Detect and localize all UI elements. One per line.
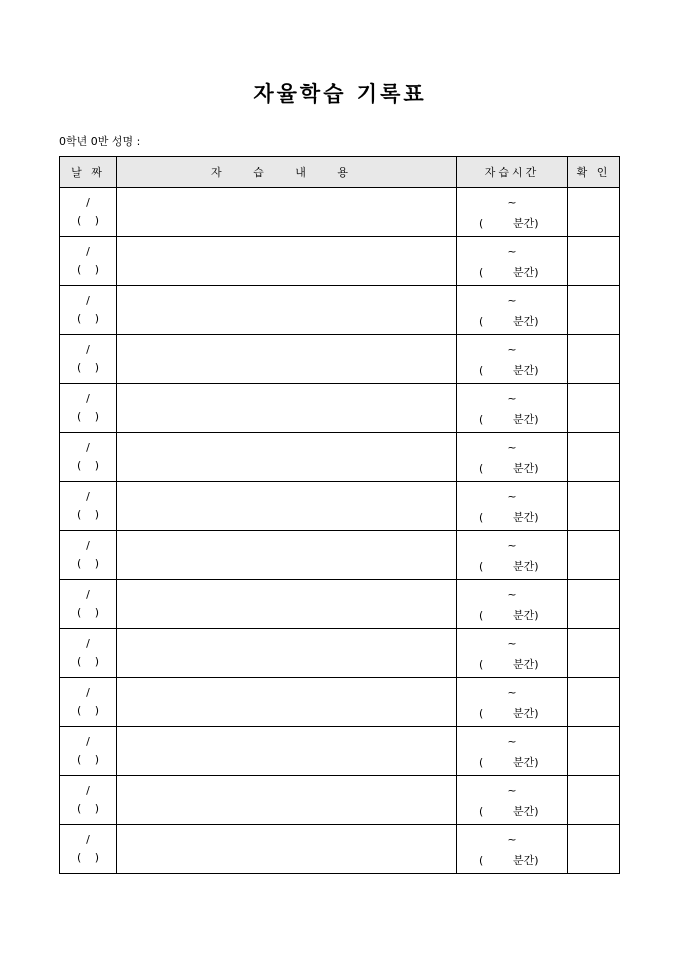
duration-unit: 분간) <box>513 462 539 475</box>
study-time-cell[interactable] <box>457 678 568 727</box>
duration-open: ( <box>479 413 484 426</box>
table-row <box>60 286 620 335</box>
study-content-cell[interactable] <box>117 482 457 531</box>
duration-unit: 분간) <box>513 560 539 573</box>
date-cell[interactable] <box>60 188 117 237</box>
date-slash: / <box>86 245 90 258</box>
duration-open: ( <box>479 217 484 230</box>
duration-unit: 분간) <box>513 266 539 279</box>
study-content-cell[interactable] <box>117 531 457 580</box>
confirm-cell[interactable] <box>568 629 620 678</box>
weekday-blank: ( ) <box>76 312 100 325</box>
table-row <box>60 237 620 286</box>
duration-label <box>479 705 539 721</box>
date-slash: / <box>86 784 90 797</box>
header-row <box>60 157 620 188</box>
date-slash: / <box>86 735 90 748</box>
duration-unit: 분간) <box>513 854 539 867</box>
date-cell[interactable] <box>60 286 117 335</box>
time-range-tilde: ~ <box>507 294 517 307</box>
time-range-tilde: ~ <box>507 539 517 552</box>
duration-unit: 분간) <box>513 707 539 720</box>
duration-unit: 분간) <box>513 364 539 377</box>
study-time-cell[interactable] <box>457 727 568 776</box>
weekday-blank: ( ) <box>76 704 100 717</box>
duration-open: ( <box>479 756 484 769</box>
duration-open: ( <box>479 560 484 573</box>
study-content-cell[interactable] <box>117 384 457 433</box>
duration-label <box>479 754 539 770</box>
time-range-tilde: ~ <box>507 784 517 797</box>
date-slash: / <box>86 343 90 356</box>
time-range-tilde: ~ <box>507 637 517 650</box>
study-time-cell[interactable] <box>457 580 568 629</box>
student-info: 0학년 0반 성명 : <box>59 135 141 148</box>
weekday-blank: ( ) <box>76 459 100 472</box>
weekday-blank: ( ) <box>76 263 100 276</box>
confirm-cell[interactable] <box>568 776 620 825</box>
date-slash: / <box>86 490 90 503</box>
study-time-cell[interactable] <box>457 629 568 678</box>
study-content-cell[interactable] <box>117 580 457 629</box>
study-time-cell[interactable] <box>457 825 568 874</box>
date-cell[interactable] <box>60 237 117 286</box>
duration-unit: 분간) <box>513 217 539 230</box>
study-time-cell[interactable] <box>457 188 568 237</box>
table-row <box>60 384 620 433</box>
duration-open: ( <box>479 854 484 867</box>
confirm-cell[interactable] <box>568 237 620 286</box>
duration-label <box>479 607 539 623</box>
table-row <box>60 629 620 678</box>
study-content-cell[interactable] <box>117 188 457 237</box>
table-row <box>60 580 620 629</box>
header-confirm: 확 인 <box>568 157 620 188</box>
date-cell[interactable] <box>60 531 117 580</box>
duration-unit: 분간) <box>513 315 539 328</box>
study-content-cell[interactable] <box>117 335 457 384</box>
duration-open: ( <box>479 609 484 622</box>
date-slash: / <box>86 392 90 405</box>
duration-label <box>479 411 539 427</box>
weekday-blank: ( ) <box>76 655 100 668</box>
confirm-cell[interactable] <box>568 825 620 874</box>
weekday-blank: ( ) <box>76 361 100 374</box>
page-title: 자율학습 기록표 <box>253 81 427 106</box>
study-content-cell[interactable] <box>117 433 457 482</box>
date-cell[interactable] <box>60 580 117 629</box>
duration-label <box>479 215 539 231</box>
header-content: 자 습 내 용 <box>117 157 457 188</box>
time-range-tilde: ~ <box>507 735 517 748</box>
time-range-tilde: ~ <box>507 686 517 699</box>
duration-open: ( <box>479 266 484 279</box>
duration-open: ( <box>479 707 484 720</box>
table-row <box>60 727 620 776</box>
table-row <box>60 776 620 825</box>
duration-open: ( <box>479 511 484 524</box>
confirm-cell[interactable] <box>568 384 620 433</box>
confirm-cell[interactable] <box>568 531 620 580</box>
study-content-cell[interactable] <box>117 776 457 825</box>
duration-open: ( <box>479 315 484 328</box>
duration-open: ( <box>479 805 484 818</box>
study-log-table <box>59 156 620 874</box>
time-range-tilde: ~ <box>507 588 517 601</box>
study-time-cell[interactable] <box>457 237 568 286</box>
date-slash: / <box>86 588 90 601</box>
study-time-cell[interactable] <box>457 286 568 335</box>
duration-open: ( <box>479 364 484 377</box>
weekday-blank: ( ) <box>76 753 100 766</box>
confirm-cell[interactable] <box>568 335 620 384</box>
time-range-tilde: ~ <box>507 441 517 454</box>
weekday-blank: ( ) <box>76 851 100 864</box>
table-row <box>60 482 620 531</box>
study-content-cell[interactable] <box>117 727 457 776</box>
header-date: 날 짜 <box>60 157 117 188</box>
date-slash: / <box>86 686 90 699</box>
confirm-cell[interactable] <box>568 678 620 727</box>
study-content-cell[interactable] <box>117 286 457 335</box>
date-cell[interactable] <box>60 825 117 874</box>
confirm-cell[interactable] <box>568 433 620 482</box>
date-cell[interactable] <box>60 678 117 727</box>
time-range-tilde: ~ <box>507 392 517 405</box>
date-cell[interactable] <box>60 629 117 678</box>
table-row <box>60 433 620 482</box>
date-slash: / <box>86 539 90 552</box>
duration-label <box>479 509 539 525</box>
weekday-blank: ( ) <box>76 557 100 570</box>
table-row <box>60 825 620 874</box>
date-cell[interactable] <box>60 776 117 825</box>
header-study-time: 자습시간 <box>457 157 568 188</box>
duration-label <box>479 852 539 868</box>
confirm-cell[interactable] <box>568 482 620 531</box>
study-time-cell[interactable] <box>457 482 568 531</box>
duration-unit: 분간) <box>513 756 539 769</box>
duration-unit: 분간) <box>513 658 539 671</box>
table-row <box>60 188 620 237</box>
time-range-tilde: ~ <box>507 833 517 846</box>
date-slash: / <box>86 294 90 307</box>
duration-label <box>479 558 539 574</box>
table-row <box>60 335 620 384</box>
weekday-blank: ( ) <box>76 214 100 227</box>
date-cell[interactable] <box>60 384 117 433</box>
confirm-cell[interactable] <box>568 286 620 335</box>
study-content-cell[interactable] <box>117 678 457 727</box>
date-slash: / <box>86 833 90 846</box>
date-cell[interactable] <box>60 433 117 482</box>
weekday-blank: ( ) <box>76 802 100 815</box>
duration-open: ( <box>479 462 484 475</box>
study-time-cell[interactable] <box>457 335 568 384</box>
study-content-cell[interactable] <box>117 629 457 678</box>
date-cell[interactable] <box>60 727 117 776</box>
study-content-cell[interactable] <box>117 825 457 874</box>
date-cell[interactable] <box>60 482 117 531</box>
date-slash: / <box>86 196 90 209</box>
date-slash: / <box>86 441 90 454</box>
weekday-blank: ( ) <box>76 606 100 619</box>
study-time-cell[interactable] <box>457 776 568 825</box>
duration-label <box>479 656 539 672</box>
table-row <box>60 678 620 727</box>
duration-label <box>479 313 539 329</box>
duration-unit: 분간) <box>513 413 539 426</box>
duration-label <box>479 264 539 280</box>
weekday-blank: ( ) <box>76 508 100 521</box>
confirm-cell[interactable] <box>568 580 620 629</box>
study-time-cell[interactable] <box>457 433 568 482</box>
duration-unit: 분간) <box>513 511 539 524</box>
time-range-tilde: ~ <box>507 245 517 258</box>
study-time-cell[interactable] <box>457 384 568 433</box>
duration-unit: 분간) <box>513 609 539 622</box>
duration-label <box>479 803 539 819</box>
duration-label <box>479 362 539 378</box>
table-row <box>60 531 620 580</box>
time-range-tilde: ~ <box>507 196 517 209</box>
study-time-cell[interactable] <box>457 531 568 580</box>
confirm-cell[interactable] <box>568 727 620 776</box>
study-content-cell[interactable] <box>117 237 457 286</box>
time-range-tilde: ~ <box>507 490 517 503</box>
date-slash: / <box>86 637 90 650</box>
date-cell[interactable] <box>60 335 117 384</box>
duration-unit: 분간) <box>513 805 539 818</box>
confirm-cell[interactable] <box>568 188 620 237</box>
duration-label <box>479 460 539 476</box>
time-range-tilde: ~ <box>507 343 517 356</box>
weekday-blank: ( ) <box>76 410 100 423</box>
duration-open: ( <box>479 658 484 671</box>
